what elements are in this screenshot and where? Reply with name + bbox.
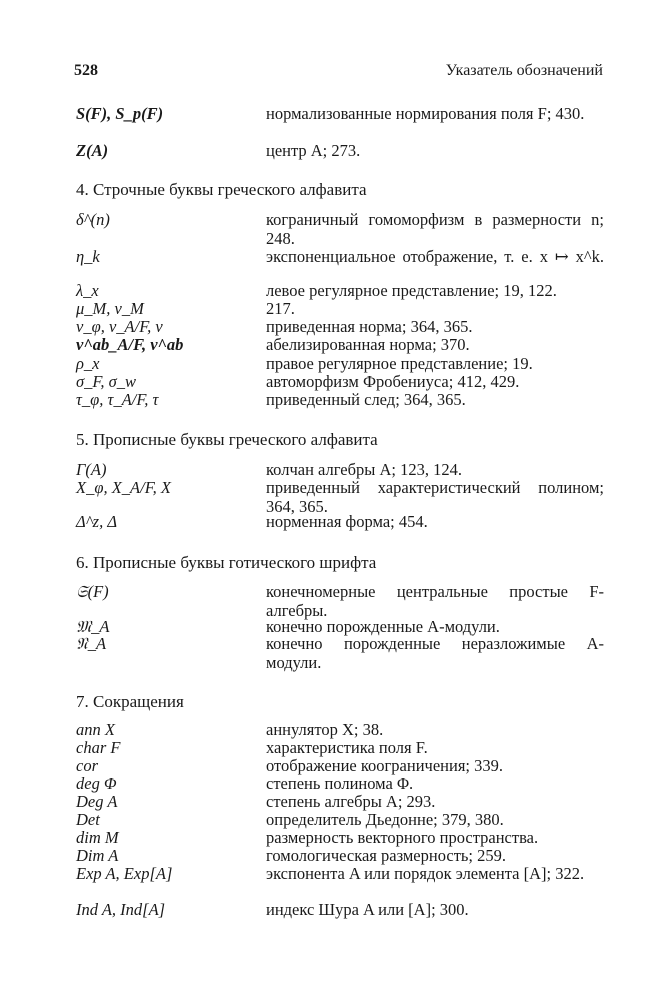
entry-symbol: μ_M, ν_M (76, 299, 144, 318)
entry-symbol: 𝔖(F) (76, 582, 109, 601)
entry-description: приведенный характеристический полином; 364, 365. (266, 478, 604, 516)
entry-symbol: η_k (76, 247, 100, 266)
entry-symbol: τ_φ, τ_A/F, τ (76, 390, 159, 409)
entry-symbol: X_φ, X_A/F, X (76, 478, 171, 497)
entry-description: кограничный гомоморфизм в размерности n; 248. (266, 210, 604, 248)
entry-symbol: Ind A, Ind[A] (76, 900, 166, 919)
page-number: 528 (74, 62, 98, 79)
entry-description: экспонента A или порядок элемента [A]; 322. (266, 864, 585, 883)
entry-symbol: Δ^z, Δ (76, 512, 118, 531)
entry-symbol: 𝔑_A (76, 634, 107, 653)
entry-symbol: ann X (76, 720, 115, 739)
entry-description: колчан алгебры A; 123, 124. (266, 460, 462, 479)
entry-symbol: Deg A (76, 792, 118, 811)
entry-description: норменная форма; 454. (266, 512, 428, 531)
section-heading: 4. Строчные буквы греческого алфавита (76, 180, 367, 199)
entry-symbol: ν_φ, ν_A/F, ν (76, 317, 163, 336)
entry-symbol: λ_x (76, 281, 99, 300)
entry-symbol: deg Φ (76, 774, 117, 793)
entry-symbol: Γ(A) (76, 460, 107, 479)
running-title: Указатель обозначений (445, 62, 603, 79)
section-heading: 7. Сокращения (76, 692, 184, 711)
entry-symbol: δ^(n) (76, 210, 110, 229)
entry-symbol: Exp A, Exp[A] (76, 864, 173, 883)
entry-description: аннулятор X; 38. (266, 720, 384, 739)
entry-description: конечномерные центральные простые F-алгебры. (266, 582, 604, 620)
entry-symbol: char F (76, 738, 121, 757)
entry-description: экспоненциальное отображение, т. е. x ↦ x^k. (266, 247, 604, 266)
entry-description: степень алгебры A; 293. (266, 792, 436, 811)
entry-description: конечно порожденные неразложимые A-модули. (266, 634, 604, 672)
entry-description: отображение коограничения; 339. (266, 756, 503, 775)
entry-description: приведенный след; 364, 365. (266, 390, 466, 409)
entry-description: левое регулярное представление; 19, 122. (266, 281, 557, 300)
entry-description: гомологическая размерность; 259. (266, 846, 507, 865)
entry-symbol: dim M (76, 828, 119, 847)
entry-description: степень полинома Φ. (266, 774, 414, 793)
entry-description: размерность векторного пространства. (266, 828, 539, 847)
entry-symbol: ρ_x (76, 354, 100, 373)
entry-symbol: 𝔐_A (76, 617, 110, 636)
entry-description: определитель Дьедонне; 379, 380. (266, 810, 504, 829)
entry-symbol: σ_F, σ_w (76, 372, 136, 391)
entry-description: центр A; 273. (266, 141, 361, 160)
entry-description: приведенная норма; 364, 365. (266, 317, 473, 336)
entry-symbol: cor (76, 756, 98, 775)
entry-symbol: Det (76, 810, 100, 829)
entry-description: абелизированная норма; 370. (266, 335, 470, 354)
entry-description: характеристика поля F. (266, 738, 428, 757)
entry-description: автоморфизм Фробениуса; 412, 429. (266, 372, 520, 391)
entry-description: конечно порожденные A-модули. (266, 617, 500, 636)
entry-symbol: Z(A) (76, 141, 109, 160)
entry-description: индекс Шура A или [A]; 300. (266, 900, 469, 919)
entry-description: нормализованные нормирования поля F; 430. (266, 104, 585, 123)
entry-description: правое регулярное представление; 19. (266, 354, 533, 373)
section-heading: 6. Прописные буквы готического шрифта (76, 553, 377, 572)
entry-description: 217. (266, 299, 295, 318)
entry-symbol: Dim A (76, 846, 119, 865)
entry-symbol: S(F), S_p(F) (76, 104, 164, 123)
section-heading: 5. Прописные буквы греческого алфавита (76, 430, 378, 449)
entry-symbol: ν^ab_A/F, ν^ab (76, 335, 184, 354)
